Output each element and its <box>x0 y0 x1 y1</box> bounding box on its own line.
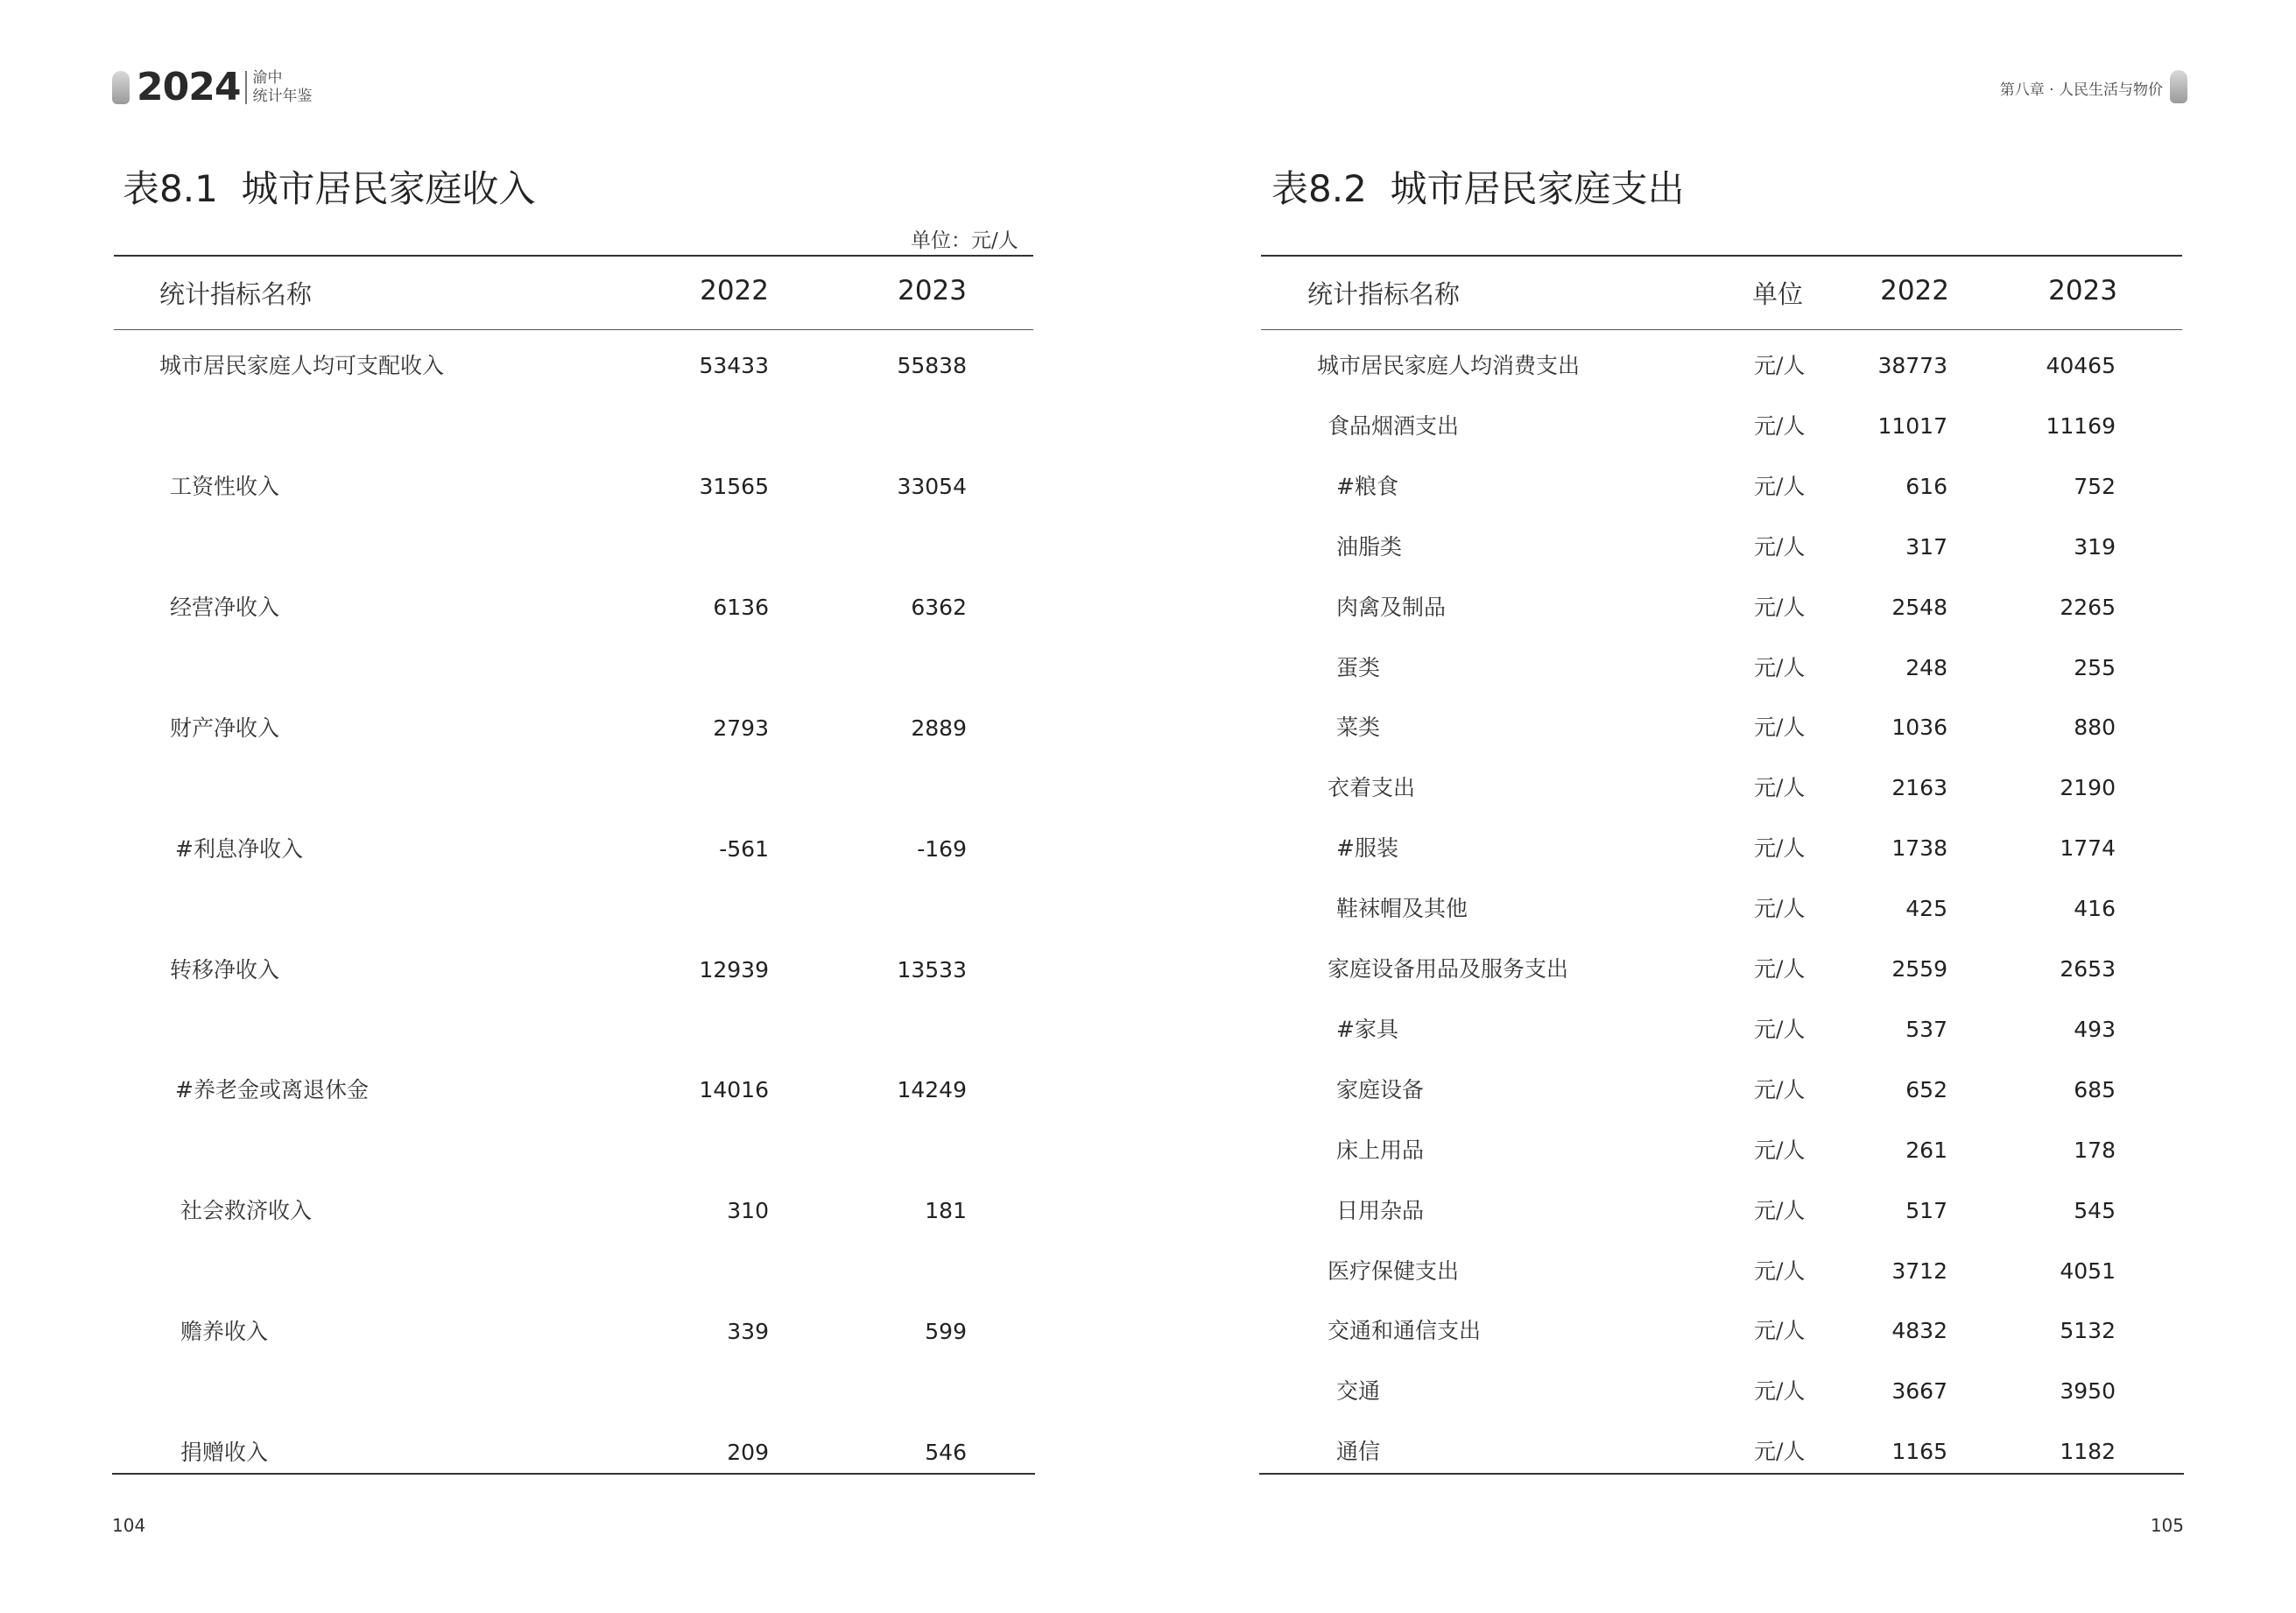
row-value-2022: 2548 <box>1891 595 1947 620</box>
row-value-2023: 5132 <box>2060 1318 2116 1343</box>
row-unit: 元/人 <box>1754 1318 1806 1343</box>
row-label: #服装 <box>1336 835 1398 861</box>
row-value-2023: 178 <box>2074 1138 2116 1163</box>
table-left-header-2022: 2022 <box>700 275 769 306</box>
row-value-2022: 1165 <box>1891 1439 1947 1464</box>
row-value-2023: 33054 <box>897 474 967 499</box>
row-label: 通信 <box>1336 1439 1381 1464</box>
row-value-2023: 13533 <box>897 957 967 983</box>
row-unit: 元/人 <box>1754 835 1806 861</box>
row-unit: 元/人 <box>1754 353 1806 378</box>
row-value-2023: 40465 <box>2046 353 2116 378</box>
table-row <box>0 1374 2296 1409</box>
row-unit: 元/人 <box>1754 534 1806 560</box>
row-label: #利息净收入 <box>175 836 303 862</box>
table-right-bottom-rule <box>1259 1473 2184 1475</box>
table-row <box>0 1314 2296 1349</box>
row-label: 转移净收入 <box>170 957 280 983</box>
row-label: #家具 <box>1336 1017 1398 1042</box>
row-value-2022: 1738 <box>1891 835 1947 861</box>
row-value-2022: 6136 <box>713 595 769 620</box>
row-value-2023: 55838 <box>897 353 967 378</box>
row-value-2022: 3712 <box>1891 1258 1947 1284</box>
logo-year: 2024 <box>137 65 241 109</box>
table-row <box>0 409 2296 444</box>
table-row <box>0 710 2296 745</box>
row-label: 城市居民家庭人均消费支出 <box>1317 353 1581 378</box>
table-right-header-label: 统计指标名称 <box>1307 279 1461 309</box>
table-row <box>0 1133 2296 1168</box>
row-label: 床上用品 <box>1336 1138 1425 1163</box>
row-value-2023: 1774 <box>2060 835 2116 861</box>
row-value-2022: 38773 <box>1877 353 1947 378</box>
row-label: #粮食 <box>1336 474 1398 499</box>
row-label: #养老金或离退休金 <box>175 1077 369 1102</box>
row-value-2022: 310 <box>727 1198 769 1223</box>
row-value-2022: 317 <box>1905 534 1947 560</box>
row-value-2022: 209 <box>727 1440 769 1465</box>
table-right-header-unit: 单位 <box>1752 279 1804 309</box>
row-value-2022: 4832 <box>1891 1318 1947 1343</box>
row-label: 赡养收入 <box>180 1319 269 1344</box>
row-value-2022: 1036 <box>1891 715 1947 740</box>
row-value-2023: 14249 <box>897 1077 967 1102</box>
table-left-header-2023: 2023 <box>898 275 967 306</box>
row-label: 日用杂品 <box>1336 1198 1425 1223</box>
row-value-2023: 4051 <box>2060 1258 2116 1284</box>
row-value-2022: 517 <box>1905 1198 1947 1223</box>
row-label: 社会救济收入 <box>180 1198 313 1223</box>
table-row <box>0 651 2296 686</box>
row-value-2023: 2653 <box>2060 956 2116 982</box>
table-row <box>0 530 2296 565</box>
row-label: 经营净收入 <box>170 595 280 620</box>
row-value-2022: -561 <box>719 836 769 862</box>
row-value-2022: 53433 <box>699 353 769 378</box>
row-unit: 元/人 <box>1754 715 1806 740</box>
table-row <box>0 1012 2296 1047</box>
row-value-2023: 6362 <box>911 595 967 620</box>
row-label: 蛋类 <box>1336 655 1381 680</box>
row-value-2022: 2163 <box>1891 775 1947 800</box>
row-value-2022: 339 <box>727 1319 769 1344</box>
row-value-2023: 2265 <box>2060 595 2116 620</box>
row-label: 菜类 <box>1336 715 1381 740</box>
row-value-2023: 546 <box>925 1440 967 1465</box>
row-value-2022: 2793 <box>713 715 769 741</box>
row-unit: 元/人 <box>1754 1258 1806 1284</box>
table-right-title-number: 8.2 <box>1308 167 1367 210</box>
table-row <box>0 1434 2296 1469</box>
row-unit: 元/人 <box>1754 474 1806 499</box>
table-right-header-2023: 2023 <box>2048 275 2117 306</box>
table-row <box>0 1073 2296 1108</box>
row-label: 油脂类 <box>1336 534 1403 560</box>
table-row <box>0 590 2296 625</box>
row-value-2023: 685 <box>2074 1077 2116 1102</box>
table-right-title-prefix: 表 <box>1271 167 1309 210</box>
row-unit: 元/人 <box>1754 775 1806 800</box>
row-value-2022: 31565 <box>699 474 769 499</box>
row-value-2022: 3667 <box>1891 1378 1947 1404</box>
table-row <box>0 831 2296 866</box>
chapter-heading: 第八章 · 人民生活与物价 <box>1999 81 2163 99</box>
page-number-left: 104 <box>112 1515 146 1536</box>
row-label: 工资性收入 <box>170 474 280 499</box>
row-label: 家庭设备用品及服务支出 <box>1328 956 1569 982</box>
logo-line-2: 统计年鉴 <box>252 88 313 105</box>
table-row <box>0 1254 2296 1289</box>
logo-line-1: 渝中 <box>252 69 283 87</box>
row-unit: 元/人 <box>1754 1138 1806 1163</box>
table-right-title-text: 城市居民家庭支出 <box>1390 167 1685 210</box>
table-row <box>0 1194 2296 1229</box>
row-unit: 元/人 <box>1754 896 1806 921</box>
row-value-2023: 319 <box>2074 534 2116 560</box>
row-value-2022: 248 <box>1905 655 1947 680</box>
page-number-right: 105 <box>2150 1515 2184 1536</box>
row-label: 医疗保健支出 <box>1328 1258 1460 1284</box>
row-value-2023: 2889 <box>911 715 967 741</box>
row-label: 家庭设备 <box>1336 1077 1425 1102</box>
row-label: 衣着支出 <box>1328 775 1416 800</box>
table-row <box>0 891 2296 926</box>
row-value-2023: 880 <box>2074 715 2116 740</box>
table-left-title-text: 城市居民家庭收入 <box>241 167 536 210</box>
row-value-2022: 14016 <box>699 1077 769 1102</box>
table-row <box>0 771 2296 806</box>
table-row <box>0 952 2296 987</box>
row-label: 食品烟酒支出 <box>1328 413 1460 439</box>
row-unit: 元/人 <box>1754 595 1806 620</box>
row-unit: 元/人 <box>1754 1077 1806 1102</box>
row-unit: 元/人 <box>1754 413 1806 439</box>
row-label: 财产净收入 <box>170 715 280 741</box>
table-left-title-number: 8.1 <box>159 167 218 210</box>
row-value-2022: 652 <box>1905 1077 1947 1102</box>
row-value-2023: 181 <box>925 1198 967 1223</box>
row-value-2022: 425 <box>1905 896 1947 921</box>
row-unit: 元/人 <box>1754 655 1806 680</box>
row-label: 交通和通信支出 <box>1328 1318 1482 1343</box>
table-right-header-2022: 2022 <box>1880 275 1949 306</box>
row-unit: 元/人 <box>1754 1439 1806 1464</box>
row-label: 肉禽及制品 <box>1336 595 1447 620</box>
row-value-2023: 2190 <box>2060 775 2116 800</box>
table-left-unit-note: 单位：元/人 <box>911 229 1018 252</box>
row-label: 城市居民家庭人均可支配收入 <box>159 353 445 378</box>
row-label: 鞋袜帽及其他 <box>1336 896 1468 921</box>
row-unit: 元/人 <box>1754 1378 1806 1404</box>
row-value-2022: 12939 <box>699 957 769 983</box>
row-value-2023: 545 <box>2074 1198 2116 1223</box>
row-value-2022: 11017 <box>1877 413 1947 439</box>
row-value-2022: 261 <box>1905 1138 1947 1163</box>
row-value-2022: 2559 <box>1891 956 1947 982</box>
row-value-2023: 416 <box>2074 896 2116 921</box>
row-unit: 元/人 <box>1754 956 1806 982</box>
row-value-2023: 255 <box>2074 655 2116 680</box>
row-value-2023: 752 <box>2074 474 2116 499</box>
row-value-2023: 1182 <box>2060 1439 2116 1464</box>
row-unit: 元/人 <box>1754 1198 1806 1223</box>
table-left-title-prefix: 表 <box>123 167 160 210</box>
table-row <box>0 469 2296 504</box>
table-row <box>0 349 2296 384</box>
table-left-header-label: 统计指标名称 <box>159 279 313 309</box>
row-label: 捐赠收入 <box>180 1440 269 1465</box>
row-value-2023: 599 <box>925 1319 967 1344</box>
row-label: 交通 <box>1336 1378 1381 1404</box>
row-value-2022: 616 <box>1905 474 1947 499</box>
row-value-2022: 537 <box>1905 1017 1947 1042</box>
row-unit: 元/人 <box>1754 1017 1806 1042</box>
row-value-2023: 3950 <box>2060 1378 2116 1404</box>
row-value-2023: 11169 <box>2046 413 2116 439</box>
row-value-2023: -169 <box>917 836 967 862</box>
row-value-2023: 493 <box>2074 1017 2116 1042</box>
